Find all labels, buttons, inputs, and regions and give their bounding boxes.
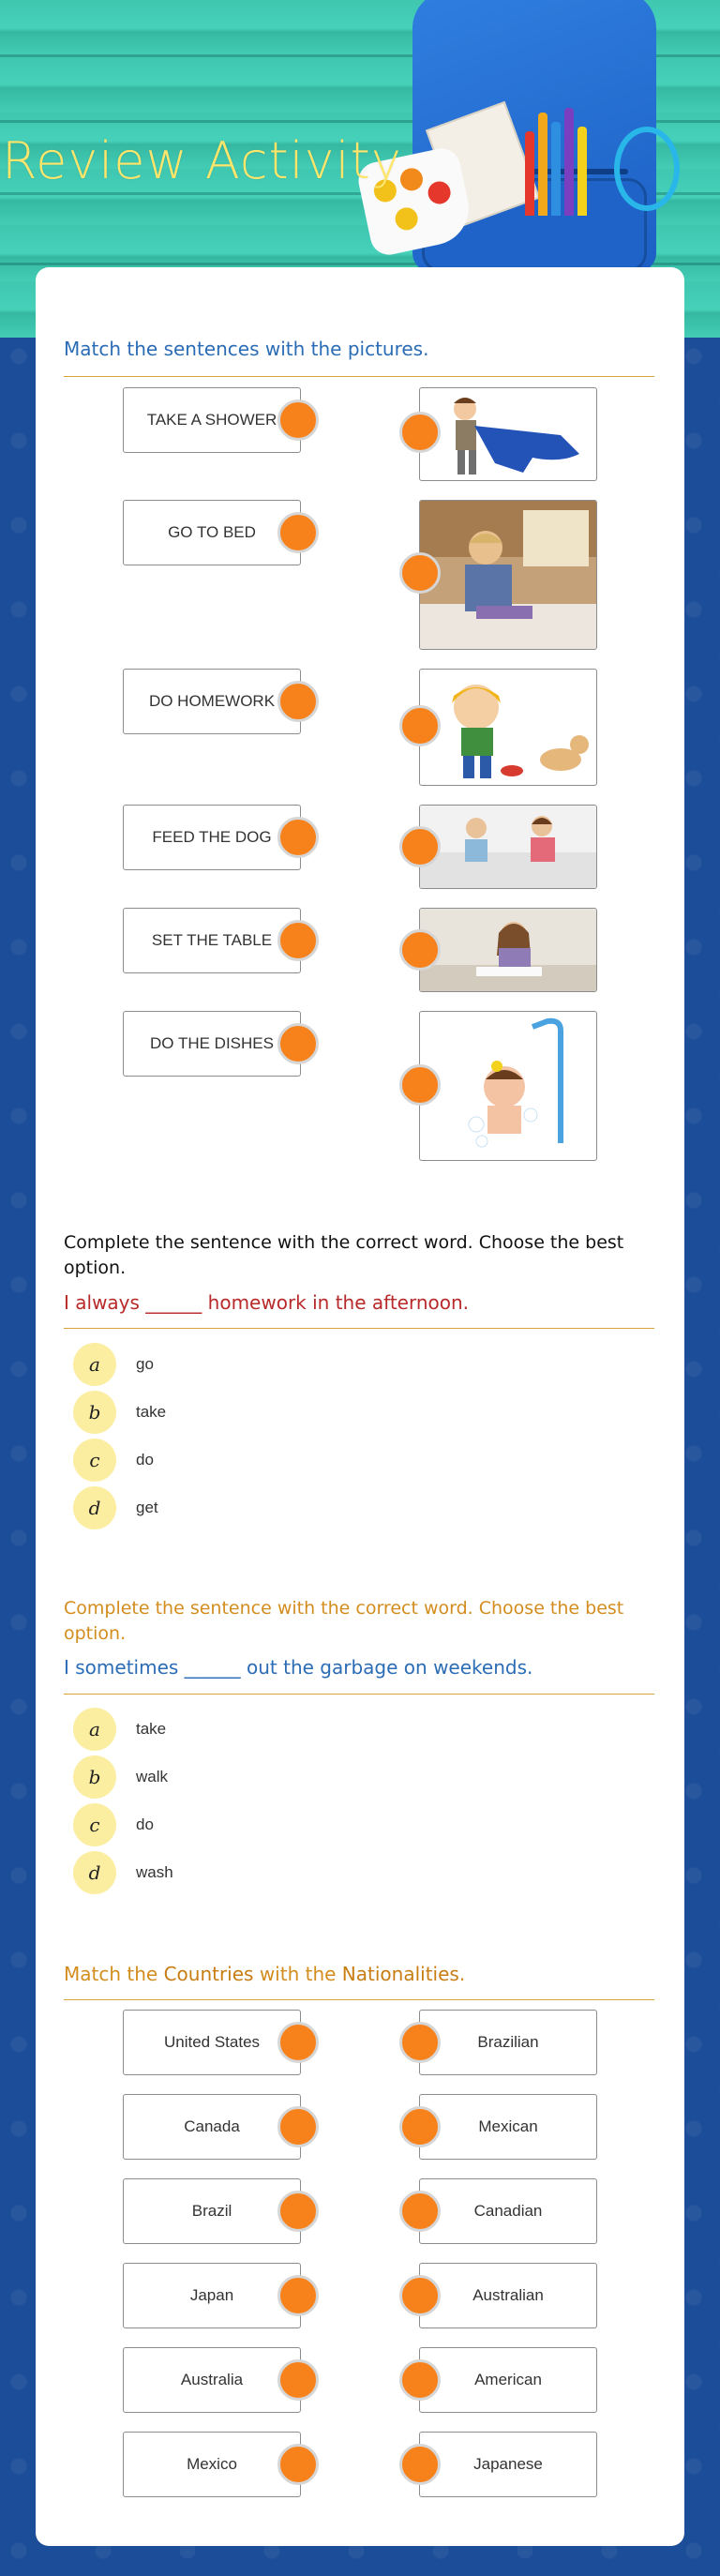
picture-box[interactable]	[419, 669, 597, 786]
option-letter-badge[interactable]: d	[73, 1851, 116, 1894]
country-item[interactable]	[123, 2010, 301, 2075]
nationality-item[interactable]	[419, 2432, 597, 2497]
match-dot-left[interactable]	[278, 2191, 319, 2232]
nationality-label: Mexican	[478, 2117, 538, 2135]
country-label: Brazil	[191, 2202, 232, 2220]
match-dot-right[interactable]	[399, 826, 441, 867]
section4-title-countries: Countries	[163, 1963, 254, 1985]
section2-sentence: I always ______ homework in the afternoon.	[64, 1291, 470, 1314]
nationality-item[interactable]	[419, 2010, 597, 2075]
option-label[interactable]: do	[136, 1451, 154, 1469]
match-dot-right[interactable]	[399, 1064, 441, 1106]
option-label[interactable]: do	[136, 1815, 154, 1833]
match-dot-right[interactable]	[399, 2022, 441, 2063]
picture-box[interactable]	[419, 387, 597, 481]
country-label: Mexico	[187, 2455, 237, 2473]
match-item-label: GO TO BED	[168, 523, 256, 541]
match-dot-right[interactable]	[399, 2191, 441, 2232]
option-label[interactable]: go	[136, 1355, 154, 1373]
option-label[interactable]: take	[136, 1720, 167, 1738]
match-item[interactable]	[123, 805, 301, 870]
country-label: United States	[163, 2033, 261, 2051]
girl-doing-homework-photo	[420, 909, 597, 992]
match-dot-right[interactable]	[399, 2275, 441, 2316]
boy-at-table-photo	[420, 501, 597, 650]
option-letter-badge[interactable]: c	[73, 1803, 116, 1846]
country-item[interactable]	[123, 2178, 301, 2244]
option-letter-badge[interactable]: d	[73, 1486, 116, 1529]
man-with-blanket-illustration	[420, 388, 597, 481]
section4-title-part: .	[458, 1963, 466, 1985]
section4-divider	[64, 1999, 654, 2000]
country-label: Canada	[184, 2117, 240, 2135]
section4-title-nationalities: Nationalities	[341, 1963, 459, 1985]
match-item-label: FEED THE DOG	[152, 828, 272, 846]
match-item-label: DO HOMEWORK	[148, 692, 276, 710]
option-letter-badge[interactable]: b	[73, 1391, 116, 1434]
picture-box[interactable]	[419, 805, 597, 889]
option-letter-badge[interactable]: c	[73, 1439, 116, 1482]
section2-divider	[64, 1328, 654, 1329]
match-dot-right[interactable]	[399, 2106, 441, 2147]
country-item[interactable]	[123, 2094, 301, 2160]
match-dot-left[interactable]	[278, 1023, 319, 1064]
option-letter-badge[interactable]: a	[73, 1343, 116, 1386]
option-letter-badge[interactable]: a	[73, 1708, 116, 1751]
section1-title: Match the sentences with the pictures.	[64, 338, 429, 360]
match-dot-left[interactable]	[278, 2022, 319, 2063]
match-item[interactable]	[123, 500, 301, 565]
match-dot-right[interactable]	[399, 2444, 441, 2485]
section4-title	[64, 1963, 465, 1985]
match-dot-right[interactable]	[399, 552, 441, 594]
nationality-label: American	[474, 2371, 542, 2388]
option-label[interactable]: take	[136, 1403, 167, 1421]
match-dot-left[interactable]	[278, 2359, 319, 2401]
nationality-label: Australian	[472, 2286, 544, 2304]
match-dot-left[interactable]	[278, 512, 319, 553]
match-dot-right[interactable]	[399, 929, 441, 971]
picture-box[interactable]	[419, 1011, 597, 1161]
nationality-label: Brazilian	[477, 2033, 539, 2051]
option-label[interactable]: wash	[136, 1863, 173, 1881]
section4-title-part: with the	[253, 1963, 342, 1985]
match-item-label: DO THE DISHES	[150, 1034, 274, 1052]
country-item[interactable]	[123, 2263, 301, 2328]
pencils-image	[525, 103, 609, 216]
section3-prompt: Complete the sentence with the correct word. Choose the best option.	[64, 1598, 624, 1644]
boy-feeding-dog-illustration	[420, 670, 597, 786]
match-dot-left[interactable]	[278, 2275, 319, 2316]
picture-box[interactable]	[419, 908, 597, 992]
match-dot-left[interactable]	[278, 920, 319, 961]
match-dot-left[interactable]	[278, 2106, 319, 2147]
match-dot-right[interactable]	[399, 2359, 441, 2401]
scissors-image	[614, 127, 680, 211]
section1-divider	[64, 376, 654, 377]
nationality-item[interactable]	[419, 2094, 597, 2160]
country-item[interactable]	[123, 2432, 301, 2497]
match-item[interactable]	[123, 908, 301, 973]
match-dot-left[interactable]	[278, 399, 319, 441]
nationality-label: Japanese	[473, 2455, 543, 2473]
match-item-label: SET THE TABLE	[151, 931, 273, 949]
country-label: Japan	[189, 2286, 234, 2304]
page-title: Review Activity	[2, 131, 402, 190]
nationality-item[interactable]	[419, 2347, 597, 2413]
match-item-label: TAKE A SHOWER	[146, 411, 278, 429]
option-label[interactable]: get	[136, 1499, 158, 1516]
match-item[interactable]	[123, 1011, 301, 1077]
nationality-label: Canadian	[473, 2202, 543, 2220]
section4-title-part: Match the	[64, 1963, 164, 1985]
country-item[interactable]	[123, 2347, 301, 2413]
nationality-item[interactable]	[419, 2178, 597, 2244]
child-in-shower-illustration	[420, 1012, 597, 1161]
country-label: Australia	[180, 2371, 244, 2388]
option-letter-badge[interactable]: b	[73, 1755, 116, 1799]
picture-box[interactable]	[419, 500, 597, 650]
section3-sentence: I sometimes ______ out the garbage on weekends.	[64, 1656, 533, 1679]
match-dot-left[interactable]	[278, 2444, 319, 2485]
section3-divider	[64, 1694, 654, 1695]
option-label[interactable]: walk	[136, 1768, 169, 1785]
nationality-item[interactable]	[419, 2263, 597, 2328]
match-dot-right[interactable]	[399, 705, 441, 746]
match-item[interactable]	[123, 387, 301, 453]
girls-at-table-photo	[420, 806, 597, 889]
match-dot-right[interactable]	[399, 412, 441, 453]
section2-prompt: Complete the sentence with the correct word. Choose the best option.	[64, 1232, 624, 1278]
match-item[interactable]	[123, 669, 301, 734]
match-dot-left[interactable]	[278, 817, 319, 858]
match-dot-left[interactable]	[278, 681, 319, 722]
